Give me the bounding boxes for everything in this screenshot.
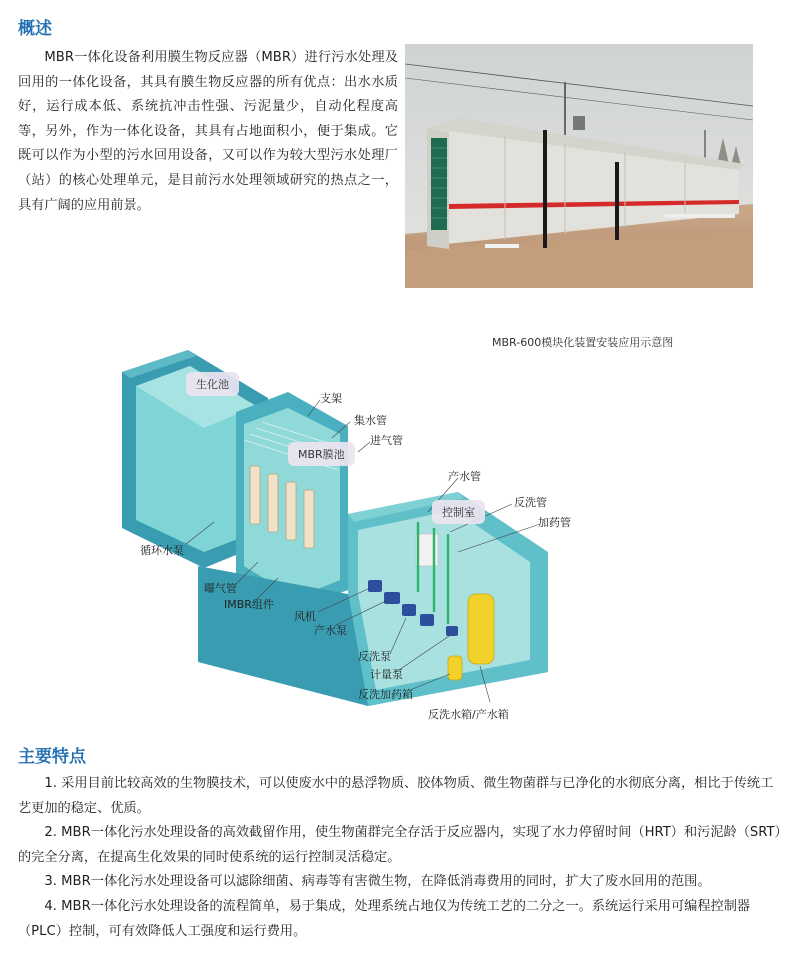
label-air-inlet-pipe: 进气管 [370, 434, 403, 447]
diagram-caption: MBR-600模块化装置安装应用示意图 [492, 336, 674, 349]
overview-text [18, 46, 398, 218]
label-product-pipe: 产水管 [448, 470, 481, 483]
overview-paragraph: MBR一体化设备利用膜生物反应器（MBR）进行污水处理及回用的一体化设备，其具有膜生物反应器的所有优点：出水水质好，运行成本低、系统抗冲击性强、污泥量少，自动化程度高等，另外，作为一体化设备，其具有占地面积小，便于集成。它既可以作为小型的污水回用设备，又可以作为较大型污水处理厂（站）的核心处理单元，是目前污水处理领域研究的热点之一，具有广阔的应用前景。 [18, 50, 398, 213]
feature-item-2: 2. MBR一体化污水处理设备的高效截留作用，使生物菌群完全存活于反应器内，实现了水力停留时间（HRT）和污泥龄（SRT）的完全分离，在提高生化效果的同时使系统的运行控制灵活稳定。 [18, 825, 782, 865]
feature-item-1: 1. 采用目前比较高效的生物膜技术，可以使废水中的悬浮物质、胶体物质、微生物菌群与已净化的水彻底分离，相比于传统工艺更加的稳定、优质。 [18, 776, 774, 816]
label-metering-pump: 计量泵 [370, 668, 403, 681]
label-dosing-pipe: 加药管 [538, 516, 571, 529]
label-product-pump: 产水泵 [314, 624, 347, 637]
membrane-tank-bubble: MBR膜池 [288, 442, 355, 466]
features-list [18, 772, 782, 944]
label-backwash-product-tank: 反洗水箱/产水箱 [428, 708, 509, 721]
label-imbr-module: IMBR组件 [224, 598, 274, 611]
label-aeration-pipe: 曝气管 [204, 582, 237, 595]
mbr-schematic [118, 342, 588, 732]
label-backwash-pipe: 反洗管 [514, 496, 547, 509]
label-circulation-pump: 循环水泵 [140, 544, 184, 557]
label-backwash-pump: 反洗泵 [358, 650, 391, 663]
overview-heading: 概述 [18, 19, 52, 39]
feature-item-3: 3. MBR一体化污水处理设备可以滤除细菌、病毒等有害微生物，在降低消毒费用的同时，扩大了废水回用的范围。 [44, 874, 711, 890]
label-support: 支架 [320, 392, 342, 405]
control-room-bubble: 控制室 [432, 500, 485, 524]
bio-tank-bubble: 生化池 [186, 372, 239, 396]
label-blower: 风机 [294, 610, 316, 623]
label-backwash-dosing-tank: 反洗加药箱 [358, 688, 413, 701]
feature-item-4: 4. MBR一体化污水处理设备的流程简单，易于集成，处理系统占地仅为传统工艺的二分之一。系统运行采用可编程控制器（PLC）控制，可有效降低人工强度和运行费用。 [18, 898, 751, 939]
label-collector-pipe: 集水管 [354, 414, 387, 427]
features-heading: 主要特点 [18, 747, 86, 767]
equipment-photo [405, 44, 753, 288]
